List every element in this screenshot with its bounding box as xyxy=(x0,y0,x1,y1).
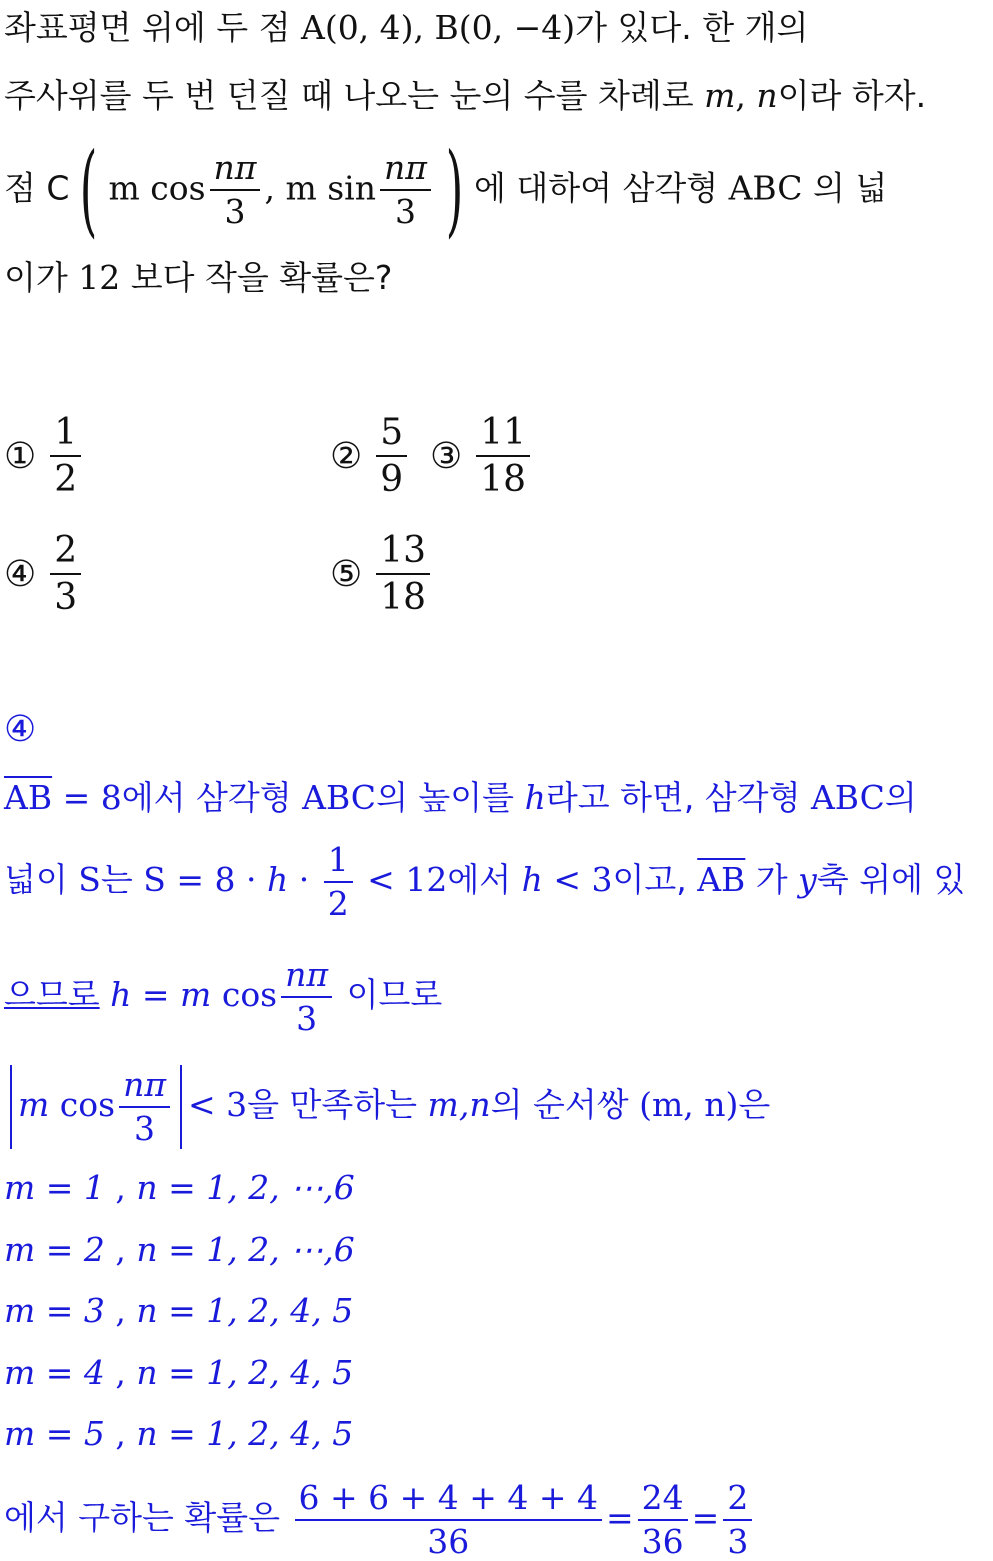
choice-fraction xyxy=(376,412,407,501)
choice-5[interactable] xyxy=(330,530,434,619)
text: 이고, xyxy=(612,860,698,899)
text: 에서 xyxy=(447,860,522,899)
denominator: 36 xyxy=(641,1521,684,1561)
choice-3[interactable] xyxy=(430,412,534,501)
ordered-pair: (m, n) xyxy=(639,1085,739,1124)
point-a: A(0, 4) xyxy=(300,8,414,47)
numerator: 2 xyxy=(723,1479,752,1521)
denominator: 3 xyxy=(296,998,318,1038)
cos: cos xyxy=(211,975,278,1014)
denominator: 3 xyxy=(727,1521,749,1561)
case-n: n = 1, 2, 4, 5 xyxy=(136,1414,354,1453)
var-h: h xyxy=(266,860,289,899)
var-h: h xyxy=(110,975,132,1014)
right-paren: ) xyxy=(445,131,464,248)
separator: , xyxy=(104,1168,137,1207)
left-paren: ( xyxy=(80,131,98,248)
separator: , xyxy=(413,8,435,47)
m-sin: m sin xyxy=(285,168,376,208)
denominator: 18 xyxy=(380,577,427,619)
separator: , xyxy=(104,1353,137,1392)
case-m: m = 3 xyxy=(4,1291,105,1330)
text: 의 넓 xyxy=(802,168,888,208)
solution-line-1 xyxy=(4,778,917,818)
fraction-n-pi-over-3 xyxy=(281,956,332,1038)
denominator: 2 xyxy=(327,883,349,923)
case-n: n = 1, 2, ⋯,6 xyxy=(136,1230,355,1269)
denominator: 36 xyxy=(427,1521,470,1561)
problem-line-4 xyxy=(4,258,392,298)
case-m: m = 2 xyxy=(4,1230,105,1269)
choice-fraction xyxy=(50,530,81,619)
text: 에서 구하는 확률은 xyxy=(4,1498,291,1537)
fraction-n-pi-over-3 xyxy=(210,149,261,231)
numerator: 11 xyxy=(476,412,530,457)
text: 축 위에 있 xyxy=(816,860,966,899)
text: 좌표평면 위에 두 점 xyxy=(4,8,301,47)
case-row-3 xyxy=(4,1291,353,1331)
solution-line-4 xyxy=(4,1060,770,1150)
text: 는 xyxy=(100,860,144,899)
var-m: m xyxy=(180,975,212,1014)
case-n: n = 1, 2, 4, 5 xyxy=(136,1353,354,1392)
fraction-one-half xyxy=(324,841,353,923)
separator: , xyxy=(104,1414,137,1453)
problem-line-2 xyxy=(4,76,926,116)
denominator: 9 xyxy=(380,459,404,501)
case-row-4 xyxy=(4,1353,353,1393)
text: 라고 하면, 삼각형 xyxy=(545,778,811,817)
var-s: S xyxy=(78,860,101,899)
equals: = xyxy=(131,975,181,1014)
choice-mark: ① xyxy=(4,435,37,477)
var-h: h xyxy=(524,778,546,817)
text: 으므로 xyxy=(4,975,100,1014)
separator: , xyxy=(104,1230,137,1269)
choice-mark: ② xyxy=(330,435,363,477)
equation: = 8 xyxy=(52,778,122,817)
text: 이므로 xyxy=(336,975,443,1014)
denominator: 3 xyxy=(134,1108,156,1148)
inequality: < 3 xyxy=(188,1085,248,1124)
equals: = xyxy=(606,1498,634,1537)
numerator: 6 + 6 + 4 + 4 + 4 xyxy=(295,1479,603,1521)
denominator: 2 xyxy=(54,459,78,501)
fraction-n-pi-over-3 xyxy=(119,1066,170,1148)
text: 주사위를 두 번 던질 때 나오는 눈의 수를 차례로 xyxy=(4,76,705,115)
problem-line-1 xyxy=(4,8,808,48)
text: 넓이 xyxy=(4,860,79,899)
text: 의 순서쌍 xyxy=(490,1085,640,1124)
text: 가 xyxy=(745,860,799,899)
problem-line-3 xyxy=(4,131,888,248)
choice-mark: ③ xyxy=(430,435,463,477)
text: 의 높이를 xyxy=(376,778,525,817)
case-n: n = 1, 2, 4, 5 xyxy=(136,1291,354,1330)
area-expression: S = 8 · xyxy=(143,860,267,899)
denominator: 3 xyxy=(224,192,246,231)
text: 보다 작을 확률은? xyxy=(120,258,393,297)
choice-fraction xyxy=(376,530,430,619)
numerator: 2 xyxy=(50,530,81,575)
fraction-sum xyxy=(295,1479,603,1561)
text: 은 xyxy=(738,1085,771,1124)
fraction-n-pi-over-3 xyxy=(380,149,431,231)
case-m: m = 4 xyxy=(4,1353,105,1392)
text: 에 대하여 삼각형 xyxy=(473,168,729,208)
text: 의 xyxy=(884,778,917,817)
fraction-24-36 xyxy=(638,1479,688,1561)
point-b: B(0, −4) xyxy=(434,8,576,47)
case-row-2 xyxy=(4,1230,355,1270)
triangle-abc: ABC xyxy=(810,778,885,817)
var-m: m xyxy=(704,76,736,115)
separator: , xyxy=(104,1291,137,1330)
triangle-abc: ABC xyxy=(728,168,803,208)
numerator: 24 xyxy=(638,1479,688,1521)
case-row-5 xyxy=(4,1414,353,1454)
abs-bar-right xyxy=(180,1065,182,1149)
numerator: nπ xyxy=(281,956,332,998)
answer-mark: ④ xyxy=(4,709,37,750)
text: 이라 하자. xyxy=(777,76,927,115)
numerator: 5 xyxy=(376,412,407,457)
text: 을 만족하는 xyxy=(247,1085,428,1124)
dot: · xyxy=(288,860,320,899)
case-m: m = 5 xyxy=(4,1414,105,1453)
numerator: 1 xyxy=(324,841,353,883)
m-cos: m cos xyxy=(108,168,206,208)
fraction-2-3 xyxy=(723,1479,752,1561)
numerator: 13 xyxy=(376,530,430,575)
case-row-1 xyxy=(4,1168,355,1208)
var-mn: m,n xyxy=(427,1085,491,1124)
numerator: nπ xyxy=(210,149,261,191)
choice-4[interactable] xyxy=(4,530,85,619)
cos: cos xyxy=(49,1085,116,1124)
final-line xyxy=(4,1475,756,1560)
choice-fraction xyxy=(476,412,530,501)
var-h: h xyxy=(521,860,543,899)
comma: , xyxy=(735,76,757,115)
numerator: 1 xyxy=(50,412,81,457)
case-m: m = 1 xyxy=(4,1168,105,1207)
denominator: 18 xyxy=(480,459,527,501)
denominator: 3 xyxy=(54,577,78,619)
choice-mark: ⑤ xyxy=(330,553,363,595)
var-n: n xyxy=(756,76,778,115)
numerator: nπ xyxy=(380,149,431,191)
comma: , xyxy=(264,168,286,208)
text: 점 C xyxy=(4,168,70,208)
text: 이가 xyxy=(4,258,79,297)
solution-line-2 xyxy=(4,840,965,922)
equals: = xyxy=(691,1498,720,1537)
inequality: < 3 xyxy=(542,860,613,899)
denominator: 3 xyxy=(394,192,416,231)
triangle-abc: ABC xyxy=(302,778,377,817)
text: 가 있다. 한 개의 xyxy=(575,8,809,47)
choice-2[interactable] xyxy=(330,412,411,501)
choice-1[interactable] xyxy=(4,412,85,501)
inequality: < 12 xyxy=(356,860,448,899)
case-n: n = 1, 2, ⋯,6 xyxy=(136,1168,355,1207)
solution-line-3 xyxy=(4,955,442,1037)
choice-fraction xyxy=(50,412,81,501)
segment-ab: $\overline{AB}$ xyxy=(4,778,53,817)
var-m: m xyxy=(18,1085,50,1124)
choice-mark: ④ xyxy=(4,553,37,595)
numerator: nπ xyxy=(119,1066,170,1108)
number-12: 12 xyxy=(78,258,121,297)
abs-bar-left xyxy=(10,1065,12,1149)
segment-ab: $\overline{AB}$ xyxy=(697,860,746,899)
var-y: y xyxy=(798,860,817,899)
text: 에서 삼각형 xyxy=(121,778,303,817)
